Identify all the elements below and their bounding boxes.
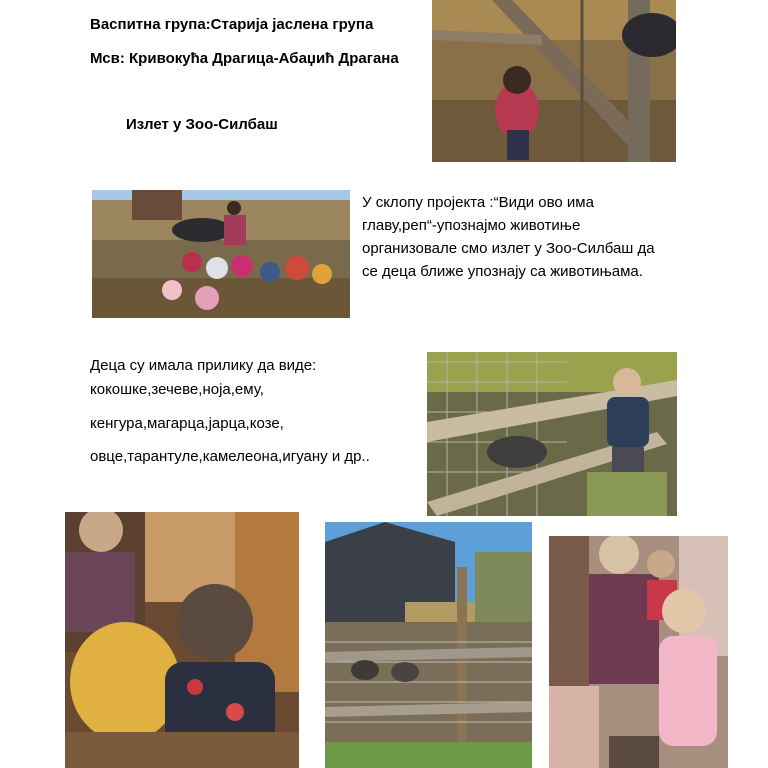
photo-children-group (92, 190, 350, 318)
project-line: главу,реп“-упознајмо животиње (362, 217, 581, 234)
group-label: Васпитна група:Старија јаслена група (90, 16, 374, 33)
project-line: се деца ближе упознају са животињама. (362, 263, 643, 280)
animals-line: кокошке,зечеве,ноја,ему, (90, 381, 264, 398)
teachers-label: Мсв: Кривокућа Драгица-Абаџић Драгана (90, 50, 399, 67)
animals-line: кенгура,магарца,јарца,козе, (90, 415, 284, 432)
photo-boy-pig-pen (427, 352, 677, 516)
photo-child-fence-pig (432, 0, 676, 162)
project-paragraph (362, 191, 692, 283)
photo-child-indoors-teacher (65, 512, 299, 768)
animals-line: овце,тарантуле,камелеона,игуану и др.. (90, 448, 370, 465)
project-line: организовале смо излет у Зоо-Силбаш да (362, 240, 655, 257)
photo-barn-ostriches (325, 522, 532, 768)
photo-girl-feeding (549, 536, 728, 768)
animals-line: Деца су имала прилику да виде: (90, 357, 317, 374)
page-title: Излет у Зоо-Силбаш (126, 116, 278, 133)
project-line: У склопу пројекта :“Види ово има (362, 194, 594, 211)
